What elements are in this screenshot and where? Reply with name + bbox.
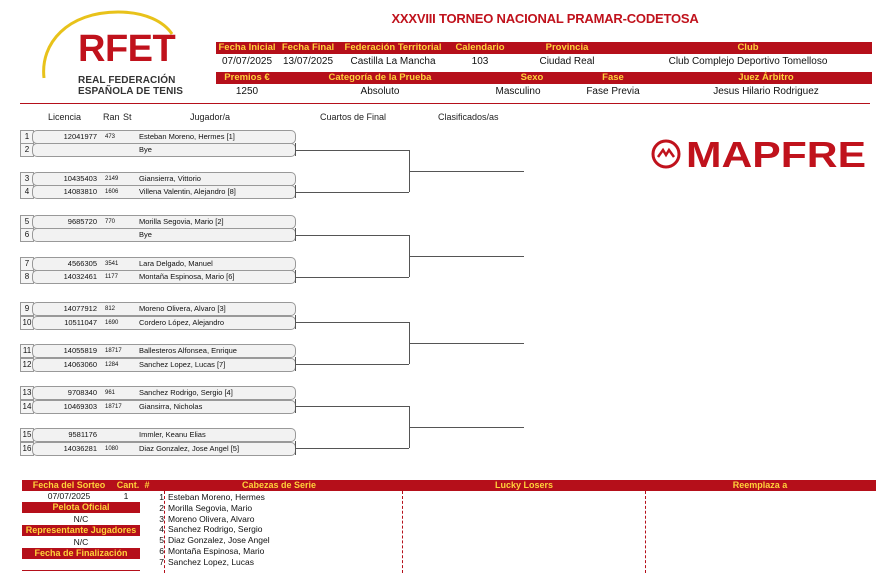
player-rank: 1606: [105, 189, 119, 195]
header-fecha-inicial: Fecha Inicial: [218, 42, 276, 53]
federacion-value: Castilla La Mancha: [350, 56, 436, 67]
seed-number: 4: [159, 524, 164, 535]
player-name: Immler, Keanu Elias: [139, 430, 206, 439]
player-rank: 1177: [105, 274, 118, 280]
player-name: Bye: [139, 145, 152, 154]
player-name: Villena Valentin, Alejandro [8]: [139, 187, 236, 196]
tournament-title: XXXVIII TORNEO NACIONAL PRAMAR-CODETOSA: [391, 11, 699, 26]
draw-entry[interactable]: [32, 130, 296, 144]
draw-position: 16: [20, 442, 34, 456]
player-license: 14036281: [63, 444, 97, 453]
mapfre-logo: [650, 136, 870, 172]
lucky-losers-header: Lucky Losers: [404, 480, 644, 491]
qualifier-line: [409, 171, 524, 172]
player-name: Montaña Espinosa, Mario [6]: [139, 272, 235, 281]
col-st: St: [123, 112, 132, 122]
draw-position: 10: [20, 316, 34, 330]
player-name: Giansirra, Nicholas: [139, 402, 203, 411]
mapfre-text: MAPFRE: [686, 136, 866, 172]
header-juez: Juez Árbitro: [738, 72, 794, 83]
draw-entry[interactable]: [32, 257, 296, 271]
player-name: Cordero López, Alejandro: [139, 318, 225, 327]
header-fase: Fase: [602, 72, 624, 83]
header-premios: Premios €: [224, 72, 270, 83]
pelota-oficial-value: N/C: [73, 514, 89, 524]
draw-entry[interactable]: [32, 270, 296, 284]
sexo-value: Masculino: [495, 86, 541, 97]
quarterfinal-line: [295, 150, 409, 151]
header-calendario: Calendario: [455, 42, 505, 53]
header-federacion: Federación Territorial: [344, 42, 442, 53]
seed-row: [148, 546, 264, 556]
bottom-hash-header: #: [140, 480, 154, 491]
bottom-fecha-sorteo-header: Fecha del Sorteo: [22, 480, 116, 491]
seed-number: 1: [159, 492, 164, 502]
player-name: Lara Delgado, Manuel: [139, 259, 213, 268]
fase-value: Fase Previa: [586, 86, 640, 97]
draw-position: 5: [20, 215, 34, 229]
draw-entry[interactable]: [32, 400, 296, 414]
player-name: Diaz Gonzalez, Jose Angel [5]: [139, 444, 240, 453]
player-name: Ballesteros Alfonsea, Enrique: [139, 346, 237, 355]
draw-entry[interactable]: [32, 302, 296, 316]
header-sexo: Sexo: [520, 72, 544, 83]
header-divider: [20, 103, 870, 104]
header-fecha-final: Fecha Final: [281, 42, 335, 53]
player-license: 14055819: [63, 346, 97, 355]
quarterfinal-line: [295, 406, 409, 407]
draw-position: 3: [20, 172, 34, 186]
col-licencia: Licencia: [48, 112, 82, 122]
seed-row: [148, 503, 252, 513]
draw-entry[interactable]: [32, 143, 296, 157]
col-cuartos: Cuartos de Final: [320, 112, 387, 122]
rfet-logo: RFET: [78, 28, 176, 70]
player-license: 10435403: [63, 174, 97, 183]
draw-entry[interactable]: [32, 358, 296, 372]
pelota-oficial-label: Pelota Oficial: [22, 502, 140, 513]
player-rank: 812: [105, 306, 116, 312]
fecha-finalizacion-label: Fecha de Finalización: [22, 548, 140, 559]
info-header-row-1: [216, 42, 872, 54]
draw-entry[interactable]: [32, 344, 296, 358]
quarterfinal-line: [295, 322, 409, 323]
seed-number: 3: [159, 513, 164, 524]
player-license: 10511047: [64, 318, 97, 327]
player-license: 9685720: [67, 217, 97, 226]
cant-value: 1: [123, 491, 129, 501]
draw-entry[interactable]: [32, 215, 296, 229]
player-name: Sanchez Lopez, Lucas [7]: [139, 360, 226, 369]
draw-position: 9: [20, 302, 34, 316]
player-name: Bye: [139, 230, 152, 239]
reemplaza-header: Reemplaza a: [644, 480, 876, 491]
player-license: 14077912: [63, 304, 97, 313]
seed-number: 2: [159, 502, 164, 513]
representante-label: Representante Jugadores: [22, 525, 140, 536]
player-license: 9708340: [67, 388, 97, 397]
draw-position: 7: [20, 257, 34, 271]
player-rank: 2149: [105, 176, 119, 182]
player-license: 14063060: [63, 360, 97, 369]
seed-row: [148, 524, 263, 534]
seed-name: Moreno Olivera, Alvaro: [168, 513, 255, 524]
player-license: 14083810: [63, 187, 97, 196]
seed-row: [148, 535, 270, 545]
juez-value: Jesus Hilario Rodriguez: [713, 86, 819, 97]
player-rank: 1690: [105, 320, 119, 326]
seed-name: Diaz Gonzalez, Jose Angel: [168, 535, 270, 546]
qualifier-line: [409, 256, 524, 257]
draw-position: 15: [20, 428, 34, 442]
quarterfinal-line: [295, 448, 409, 449]
col-ran: Ran: [103, 112, 120, 122]
draw-position: 13: [20, 386, 34, 400]
seed-divider-3: [645, 491, 646, 573]
player-license: 9581176: [68, 430, 97, 439]
quarterfinal-line: [295, 192, 409, 193]
player-rank: 473: [105, 134, 116, 140]
seed-divider-2: [402, 491, 403, 573]
qualifier-line: [409, 343, 524, 344]
player-license: 4566305: [67, 259, 97, 268]
draw-position: 12: [20, 358, 34, 372]
seed-row: [148, 557, 254, 567]
info-header-row-2: [216, 72, 872, 84]
player-rank: 3541: [105, 261, 119, 267]
quarterfinal-line: [295, 364, 409, 365]
fecha-sorteo-value: 07/07/2025: [47, 491, 91, 501]
quarterfinal-line: [295, 277, 409, 278]
provincia-value: Ciudad Real: [539, 56, 595, 67]
draw-position: 1: [20, 130, 34, 144]
player-rank: 1284: [105, 362, 119, 368]
col-clasificados: Clasificados/as: [438, 112, 499, 122]
seed-name: Morilla Segovia, Mario: [168, 502, 253, 513]
seed-name: Montaña Espinosa, Mario: [168, 546, 265, 556]
fecha-final-value: 13/07/2025: [282, 56, 334, 67]
seed-number: 5: [159, 535, 164, 546]
representante-value: N/C: [73, 537, 89, 547]
player-name: Giansierra, Vittorio: [139, 174, 201, 183]
club-value: Club Complejo Deportivo Tomelloso: [668, 56, 828, 67]
draw-position: 6: [20, 228, 34, 242]
player-name: Moreno Olivera, Alvaro [3]: [139, 304, 226, 313]
player-rank: 18717: [105, 404, 122, 410]
draw-position: 11: [20, 344, 34, 358]
draw-entry[interactable]: [32, 386, 296, 400]
seed-name: Sanchez Rodrigo, Sergio: [168, 524, 263, 535]
calendario-value: 103: [471, 56, 489, 67]
fecha-inicial-value: 07/07/2025: [221, 56, 273, 67]
header-categoria: Categoría de la Prueba: [328, 72, 432, 83]
quarterfinal-line: [295, 235, 409, 236]
draw-entry[interactable]: [32, 185, 296, 199]
cabezas-de-serie-header: Cabezas de Serie: [154, 480, 404, 491]
seed-number: 6: [159, 546, 164, 556]
player-rank: 1080: [105, 446, 119, 452]
draw-entry[interactable]: [32, 428, 296, 442]
seed-name: Esteban Moreno, Hermes: [168, 492, 265, 502]
draw-entry[interactable]: [32, 316, 296, 330]
col-jugador: Jugador/a: [190, 112, 231, 122]
player-name: Esteban Moreno, Hermes [1]: [139, 132, 235, 141]
draw-position: 14: [20, 400, 34, 414]
header-club: Club: [737, 42, 759, 53]
draw-position: 2: [20, 143, 34, 157]
draw-entry[interactable]: [32, 172, 296, 186]
categoria-value: Absoluto: [360, 86, 400, 97]
seed-row: [148, 514, 254, 524]
draw-entry[interactable]: [32, 442, 296, 456]
header-provincia: Provincia: [545, 42, 589, 53]
seed-name: Sanchez Lopez, Lucas: [168, 556, 255, 567]
draw-entry[interactable]: [32, 228, 296, 242]
draw-position: 4: [20, 185, 34, 199]
player-name: Morilla Segovia, Mario [2]: [139, 217, 224, 226]
premios-value: 1250: [235, 86, 259, 97]
finalizacion-underline: [22, 570, 140, 571]
rfet-logo-subtitle: REAL FEDERACIÓN ESPAÑOLA DE TENIS: [78, 75, 184, 97]
bottom-cant-header: Cant.: [116, 480, 140, 490]
player-license: 14032461: [63, 272, 97, 281]
player-rank: 18717: [105, 348, 122, 354]
player-rank: 961: [105, 390, 116, 396]
player-license: 12041977: [63, 132, 97, 141]
seed-number: 7: [159, 556, 164, 567]
draw-position: 8: [20, 270, 34, 284]
player-license: 10469303: [63, 402, 97, 411]
player-name: Sanchez Rodrigo, Sergio [4]: [139, 388, 233, 397]
player-rank: 770: [105, 219, 116, 225]
seed-row: [148, 492, 265, 502]
qualifier-line: [409, 427, 524, 428]
